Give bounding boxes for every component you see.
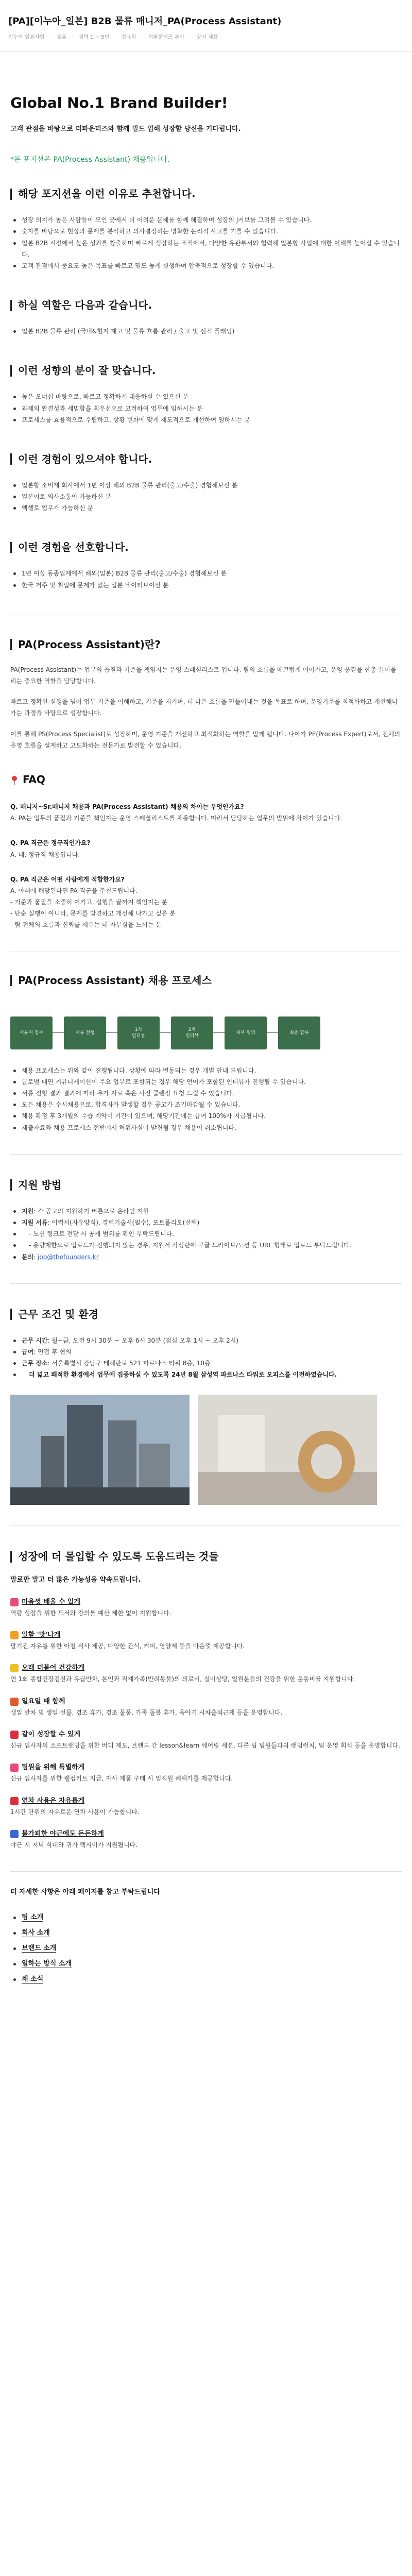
section-heading — [10, 297, 402, 313]
office-photos — [10, 1395, 402, 1505]
list-item — [10, 1358, 402, 1369]
calendar-icon — [10, 1797, 19, 1805]
benefit-title: 일할 '맛'나게 — [22, 1631, 61, 1639]
link-brand[interactable] — [10, 1941, 402, 1956]
benefit-heading — [10, 1597, 402, 1607]
section-title: 이런 경험을 선호합니다. — [18, 541, 129, 554]
section-heading — [10, 539, 402, 555]
section-title: PA(Process Assistant)란? — [18, 638, 161, 651]
benefit-title: 연차 사용은 자유롭게 — [22, 1797, 85, 1805]
heading-bar — [10, 1179, 12, 1191]
breadcrumb-separator: · — [141, 35, 143, 41]
section-title: 성장에 더 몰입할 수 있도록 도움드리는 것들 — [18, 1550, 219, 1563]
list-item: 프로세스를 효율적으로 수립하고, 상황 변화에 맞게 제도적으로 개선하여 임하시는 분 — [10, 414, 402, 426]
faq-item — [10, 837, 402, 860]
section-heading — [10, 1177, 402, 1193]
section-more — [10, 1887, 402, 1987]
item-label: 지원 서류 — [22, 1218, 48, 1226]
breadcrumb-separator: · — [114, 35, 116, 41]
calendar-icon — [10, 1698, 19, 1706]
faq-heading — [10, 772, 402, 788]
apply-list — [10, 1206, 402, 1263]
preferred-list — [10, 568, 402, 590]
section-title: 해당 포지션을 이런 이유로 추천합니다. — [18, 188, 196, 200]
section-pa — [10, 637, 402, 751]
benefit-title: 마음껏 배울 수 있게 — [22, 1598, 81, 1606]
list-item: 높은 오너십 바탕으로, 빠르고 정확하게 대응하실 수 있으신 분 — [10, 391, 402, 402]
process-connector — [267, 1032, 278, 1033]
breadcrumb-separator: · — [190, 35, 192, 41]
faq-item — [10, 801, 402, 824]
faq-title: FAQ — [23, 773, 45, 786]
item-text: : — [33, 1253, 38, 1261]
section-title: 지원 방법 — [18, 1178, 62, 1191]
section-faq — [10, 772, 402, 931]
breadcrumb-item[interactable]: 경력 1 ~ 5년 — [78, 35, 110, 41]
benefit-heading — [10, 1762, 402, 1773]
section-title: 이런 성향의 분이 잘 맞습니다. — [18, 364, 156, 377]
section-preferred — [10, 539, 402, 590]
pa-paragraph: 이를 통해 PS(Process Specialist)로 성장하며, 운영 기준을 개선하고 최적화하는 역할을 맡게 됩니다. 나아가 PE(Process Expert)로서, 전체의 운영 흐름을 설계하고 고도화하는 전문가로 발전할 수 있습니다. — [10, 730, 401, 749]
list-item: 숫자를 바탕으로 현상과 문제를 분석하고 의사결정하는 명확한 논리적 사고를 기를 수 있습니다. — [10, 226, 402, 237]
breadcrumb-item[interactable]: 이누아 일본사업 — [8, 35, 45, 41]
benefit-title: 일요일 때 함께 — [22, 1697, 65, 1705]
divider — [10, 1154, 402, 1155]
section-experience — [10, 451, 402, 514]
process-step: 서류 전형 — [64, 1016, 106, 1049]
process-step: 서류지 접수 — [10, 1016, 53, 1049]
link-label[interactable]: 채 소식 — [22, 1975, 44, 1983]
section-heading — [10, 973, 402, 989]
faq-answer-line: - 단순 실행이 아니라, 문제를 발견하고 개선해 나가고 싶은 분 — [10, 910, 176, 918]
item-text: : 각 공고의 지원하기 버튼으로 온라인 지원 — [33, 1207, 149, 1215]
fit-list — [10, 391, 402, 426]
item-text: : 면접 후 협의 — [33, 1348, 72, 1355]
list-subitem: - 용량제한으로 업로드가 진행되지 않는 경우, 지원서 작성란에 구글 드라이브/노션 등 URL 형태로 업로드 부탁드립니다. — [10, 1240, 402, 1251]
target-icon — [10, 1731, 19, 1739]
more-title: 더 자세한 사항은 아래 페이지를 참고 부탁드립니다 — [10, 1888, 160, 1896]
link-label[interactable]: 팀 소개 — [22, 1913, 44, 1922]
list-item: 1년 이상 동종업계에서 해외(일본) B2B 물류 관리(출고/수출) 경험해보신 분 — [10, 568, 402, 579]
list-item: 채용 확정 후 3개월의 수습 계약이 기간이 있으며, 해당기간에는 급여 100%가 지급됩니다. — [10, 1110, 402, 1122]
breadcrumb-item[interactable]: 상시 채용 — [196, 35, 218, 41]
breadcrumb-separator: · — [72, 35, 74, 41]
benefit-text: 역량 성장을 위한 도서와 강의를 예산 제한 없이 지원합니다. — [10, 1609, 171, 1617]
benefit-text: 1시간 단위의 자유로운 연차 사용이 가능합니다. — [10, 1808, 140, 1816]
benefit-title: 팀원을 위해 특별하게 — [22, 1764, 85, 1772]
item-label: 근무 시간 — [22, 1336, 48, 1344]
office-building-photo — [10, 1395, 190, 1505]
list-item: 과제의 완결성과 세밀함을 최우선으로 고려하여 업무에 임하시는 분 — [10, 403, 402, 414]
role-list — [10, 326, 402, 337]
benefit-text: 팔기진 자유롭 위한 아침 식사 제공, 다양한 간식, 커피, 영양제 등을 마음껏 제공합니다. — [10, 1642, 245, 1650]
section-apply — [10, 1177, 402, 1263]
process-notes — [10, 1065, 402, 1133]
breadcrumb-separator: · — [49, 35, 52, 41]
gift-icon — [10, 1764, 19, 1772]
list-item — [10, 1251, 402, 1263]
page-title: [PA][이누아_일본] B2B 물류 매니저_PA(Process Assistant) — [8, 16, 282, 27]
faq-question: Q. 매니저~Sr.매니저 채용과 PA(Process Assistant) 채용의 차이는 무엇인가요? — [10, 803, 244, 810]
benefit-text: 생일 반차 및 생일 선물, 경조 휴가, 경조 물품, 가족 돌봄 휴가, 육아기 시차출퇴근제 등을 운영합니다. — [10, 1708, 283, 1716]
process-connector — [213, 1032, 225, 1033]
books-icon — [10, 1598, 19, 1606]
pa-paragraph: PA(Process Assistant)는 업무의 품질과 기준을 책임지는 운영 스페셜리스트 입니다. 팀의 흐름을 매끄럽게 이어가고, 운영 품질을 한층 끌어올리는 중요한 역할을 담당합니다. — [10, 666, 397, 685]
list-item: 일본어로 의사소통이 가능하신 분 — [10, 491, 402, 502]
heading-bar — [10, 1309, 12, 1320]
experience-list — [10, 480, 402, 514]
breadcrumb-item[interactable]: 정규직 — [121, 35, 136, 41]
list-item: 일본 B2B 시장에서 높은 성과를 창출하며 빠르게 성장하는 조직에서, 다양한 유관부서와 협력해 일본향 사업에 대한 이해를 높이실 수 있습니다. — [10, 238, 402, 260]
section-heading — [10, 1549, 402, 1565]
breadcrumb-item[interactable]: 더파운더즈 본사 — [148, 35, 185, 41]
link-label[interactable]: 일하는 방식 소개 — [22, 1960, 72, 1968]
item-text: : 이력서(자유양식), 경력기술서(필수), 포트폴리오(선택) — [47, 1218, 200, 1226]
process-step: 2차 인터뷰 — [171, 1016, 213, 1049]
list-item: 한국 거주 및 취업에 문제가 없는 일본 네이티브이신 분 — [10, 580, 402, 591]
section-recommend — [10, 186, 402, 272]
faq-item — [10, 874, 402, 931]
process-step: 1차 인터뷰 — [117, 1016, 160, 1049]
item-label: 문의 — [22, 1253, 34, 1261]
list-item: 제출자료와 채용 프로세스 전반에서 허위사실이 발견될 경우 채용이 취소됩니다. — [10, 1122, 402, 1133]
job-description — [0, 92, 412, 1987]
list-item: 엑셀로 업무가 가능하신 분 — [10, 502, 402, 514]
pa-paragraph: 빠르고 정확한 실행을 넘어 업무 기준을 이해하고, 기준을 지키며, 더 나은 흐름을 만들어내는 것을 목표로 하며, 운영기준을 최적화하고 개선해나가는 과정을 바탕으로 성장합니다. — [10, 698, 398, 717]
faq-answer: A. PA는 업무의 품질과 기준을 책임지는 운영 스페셜리스트를 채용합니다. 따라서 담당하는 업무의 범위에 차이가 있습니다. — [10, 815, 342, 822]
page-header — [0, 0, 412, 52]
list-item — [10, 1346, 402, 1358]
list-item: 채용 프로세스는 위와 같이 진행됩니다. 상황에 따라 변동되는 경우 개별 안내 드립니다. — [10, 1065, 402, 1076]
heading-bar — [10, 639, 12, 650]
item-label: 근무 장소 — [22, 1360, 48, 1367]
benefit-heading — [10, 1796, 402, 1806]
heading-bar — [10, 189, 12, 200]
benefit-heading — [10, 1663, 402, 1673]
faq-answer-line: - 기준과 품질을 소중히 여기고, 실행을 끝까지 책임지는 분 — [10, 899, 168, 906]
section-conditions — [10, 1307, 402, 1505]
process-step: 최종 합류 — [278, 1016, 320, 1049]
list-item: 일본 B2B 물류 관리 (국내&현지 재고 및 물류 흐름 관리 / 출고 및 선적 플래닝) — [10, 326, 402, 337]
breadcrumb — [8, 33, 404, 42]
benefit-heading — [10, 1697, 402, 1707]
heading-bar — [10, 975, 12, 986]
faq-answer: A. 아래에 해당된다면 PA 직군을 추천드립니다. — [10, 887, 138, 894]
benefit-heading — [10, 1730, 402, 1740]
recommend-list — [10, 214, 402, 272]
faq-answer: A. 네, 정규직 채용입니다. — [10, 851, 80, 858]
link-label[interactable]: 회사 소개 — [22, 1929, 50, 1937]
breadcrumb-item[interactable]: 물류 — [57, 35, 67, 41]
link-team[interactable] — [10, 1910, 402, 1925]
list-subitem: 더 넓고 쾌적한 환경에서 업무에 집중하실 수 있도록 24년 8월 삼성역 파르나스 타워로 오피스를 이전하였습니다. — [10, 1369, 402, 1380]
hero-subtitle: 고객 관점을 바탕으로 더파운더즈와 함께 빌드 업해 성장할 당신을 기다립니다. — [10, 125, 241, 133]
benefit-title: 오래 더불어 건강하게 — [22, 1664, 85, 1672]
process-connector — [106, 1032, 117, 1033]
link-workstyle[interactable] — [10, 1956, 402, 1972]
process-connector — [160, 1032, 171, 1033]
list-item: 일본향 소비재 회사에서 1년 이상 해외 B2B 물류 관리(출고/수출) 경험해보신 분 — [10, 480, 402, 491]
health-icon — [10, 1664, 19, 1672]
more-links — [10, 1910, 402, 1987]
section-heading — [10, 363, 402, 379]
heading-bar — [10, 300, 12, 311]
benefit-title: 같이 성장할 수 있게 — [22, 1730, 81, 1738]
process-step: 처우 협의 — [225, 1016, 267, 1049]
item-label: 급여 — [22, 1348, 34, 1355]
list-item: 고객 관점에서 중요도 높은 목표를 빠르고 밀도 높게 실행하며 압축적으로 성장할 수 있습니다. — [10, 260, 402, 272]
item-label: 지원 — [22, 1207, 34, 1215]
process-connector — [53, 1032, 64, 1033]
section-benefits — [10, 1549, 402, 1851]
section-fit — [10, 363, 402, 426]
heading-bar — [10, 542, 12, 553]
benefit-title: 불가피한 야근에도 든든하게 — [22, 1829, 104, 1838]
section-heading — [10, 1307, 402, 1323]
benefit-heading — [10, 1829, 402, 1839]
contact-email-link[interactable]: job@thefounders.kr — [38, 1253, 99, 1261]
faq-question: Q. PA 직군은 정규직인가요? — [10, 839, 91, 847]
section-title: 이런 경험이 있으셔야 합니다. — [18, 452, 152, 465]
food-icon — [10, 1631, 19, 1639]
benefit-text: 야근 시 저녁 식대와 귀가 택시비가 지원됩니다. — [10, 1841, 138, 1849]
section-heading — [10, 186, 402, 202]
pushpin-icon — [10, 774, 19, 785]
process-flow — [10, 1016, 402, 1049]
divider — [10, 1283, 402, 1284]
list-subitem: - 노션 링크로 전달 시 공개 범위를 확인 부탁드립니다. — [10, 1228, 402, 1240]
heading-bar — [10, 365, 12, 377]
benefit-heading — [10, 1630, 402, 1640]
benefit-text: 신규 입사자의 소프트랜딩을 위한 버디 제도, 브랜드 간 lesson&learn 쉐어링 세션, 다른 팀 팀원들과의 랜덤런치, 팀 운영 회식 등을 운영합니다. — [10, 1742, 400, 1750]
list-item — [10, 1206, 402, 1217]
item-text: : 월~금, 오전 9시 30분 ~ 오후 6시 30분 (점심 오후 1시 ~ 오후 2시) — [47, 1336, 239, 1344]
benefit-text: 연 1회 종합건강검진과 유급반차, 본인과 직계가족(반려동물)의 의료비, 실비상당, 일원분들의 건강을 위한 운동비를 지원합니다. — [10, 1675, 355, 1683]
list-item: 모든 채용은 수시채용으로, 합격자가 발생할 경우 공고가 조기마감될 수 있습니다. — [10, 1099, 402, 1110]
benefit-text: 신규 입사자를 위한 웰컴키트 지급, 자사 제품 구매 시 임직원 혜택가를 제공합니다. — [10, 1775, 233, 1783]
faq-answer-line: - 팀 전체의 흐름과 신뢰를 세우는 데 자부심을 느끼는 분 — [10, 921, 162, 929]
office-interior-photo — [198, 1395, 377, 1505]
section-heading — [10, 451, 402, 467]
section-role — [10, 297, 402, 337]
list-item: 성장 의지가 높은 사람들이 모인 곳에서 더 어려운 문제를 함께 해결하며 성장의 J커브를 그려볼 수 있습니다. — [10, 214, 402, 226]
list-item — [10, 1217, 402, 1228]
item-text: : 서울특별시 강남구 테헤란로 521 파르나스 타워 8층, 10층 — [47, 1360, 211, 1367]
heading-bar — [10, 453, 12, 465]
divider — [10, 1871, 402, 1872]
position-note: *본 포지션은 PA(Process Assistant) 채용입니다. — [10, 155, 170, 164]
link-label[interactable]: 브랜드 소개 — [22, 1944, 57, 1953]
section-title: 하실 역할은 다음과 같습니다. — [18, 299, 152, 312]
list-item — [10, 1335, 402, 1346]
link-news[interactable] — [10, 1972, 402, 1987]
faq-question: Q. PA 직군은 어떤 사람에게 적합한가요? — [10, 875, 125, 883]
section-title: 근무 조건 및 환경 — [18, 1308, 99, 1320]
hero-title: Global No.1 Brand Builder! — [10, 94, 228, 111]
section-heading — [10, 637, 402, 653]
link-company[interactable] — [10, 1925, 402, 1941]
taxi-icon — [10, 1830, 19, 1838]
section-title: PA(Process Assistant) 채용 프로세스 — [18, 974, 212, 987]
conditions-list — [10, 1335, 402, 1381]
list-item: 서류 전형 결과 결과에 따라 추가 자료 혹은 사전 클렌징 요청 드릴 수 있습니다. — [10, 1088, 402, 1099]
list-item: 글로벌 대면 커뮤니케이션이 주요 업무로 포함되는 경우 해당 언어가 포함된 인터뷰가 진행될 수 있습니다. — [10, 1076, 402, 1088]
section-process — [10, 973, 402, 1133]
heading-bar — [10, 1551, 12, 1563]
benefits-subtitle: 말로만 말고 더 많은 가능성을 약속드립니다. — [10, 1576, 141, 1584]
